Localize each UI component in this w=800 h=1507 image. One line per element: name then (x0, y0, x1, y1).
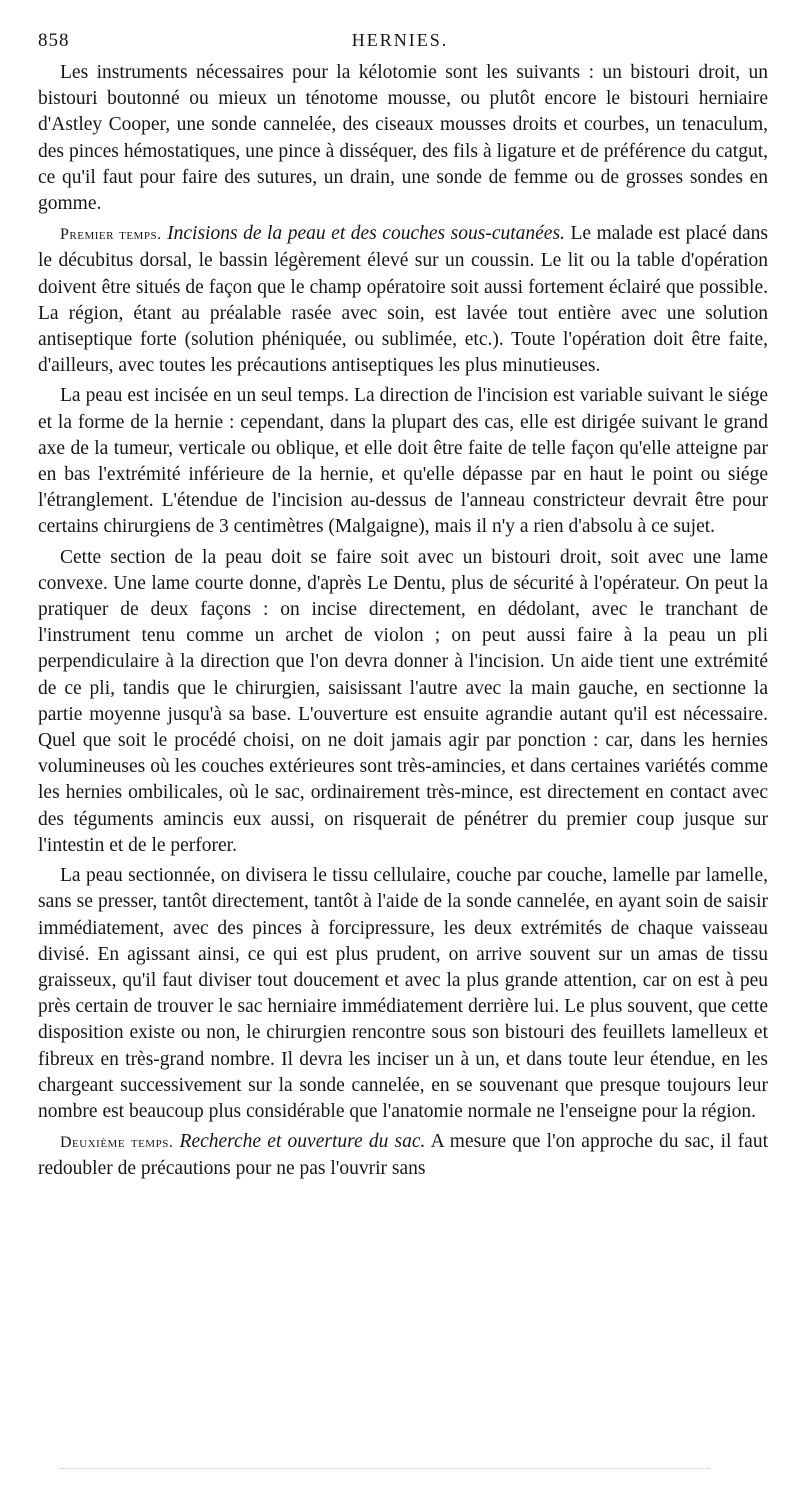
paragraph-text: Cette section de la peau doit se faire soit avec un bistouri droit, soit avec une lame convexe. Une lame courte donne, d'après Le Dentu, plus de sécurité à l'opérateur. On peut la pratiquer de deux façons : on incise directement, en dédolant, avec le tranchant de l'instrument tenu comme un archet de violon ; on peut aussi faire à la peau un pli perpendiculaire à la direction que l'on devra donner à l'incision. Un aide tient une extrémité de ce pli, tandis que le chirurgien, saisissant l'autre avec la main gauche, en sectionne la partie moyenne jusqu'à sa base. L'ouverture est ensuite agrandie autant qu'il est nécessaire. Quel que soit le procédé choisi, on ne doit jamais agir par ponction : car, dans les hernies volumineuses où les couches extérieures sont très-amincies, et dans certaines variétés comme les hernies ombilicales, où le sac, ordinairement très-mince, est directement en contact avec des téguments amincis eux aussi, on risquerait de pénétrer du premier coup jusque sur l'intestin et de le perforer. (38, 546, 768, 856)
section-label: Premier temps. (60, 226, 162, 244)
paragraph-text: La peau sectionnée, on divisera le tissu cellulaire, couche par couche, lamelle par lamelle, sans se presser, tantôt directement, tantôt à l'aide de la sonde cannelée, en ayant soin de saisir immédiatement, avec des pinces à forcipressure, les deux extrémités de chaque vaisseau divisé. En agissant ainsi, ce qui est plus prudent, on arrive souvent sur un amas de tissu graisseux, qu'il faut diviser tout doucement et avec la plus grande attention, car on est à peu près certain de trouver le sac herniaire immédiatement derrière lui. Le plus souvent, que cette disposition existe ou non, le chirurgien rencontre sous son bistouri des feuillets lamelleux et fibreux en très-grand nombre. Il devra les inciser un à un, et dans toute leur étendue, en les chargeant successivement sur la sonde cannelée, en se souvenant que presque toujours leur nombre est beaucoup plus considérable que l'anatomie normale ne l'enseigne pour la région. (38, 865, 768, 1122)
paragraph-premier-temps (38, 221, 768, 379)
paragraph-text: Le malade est placé dans le décubitus dorsal, le bassin légèrement élevé sur un coussin. Le lit ou la table d'opération doivent être situés de façon que le champ opératoire soit aussi fortement éclairé que possible. La région, étant au préalable rasée avec soin, est lavée tout entière avec une solution antiseptique forte (solution phéniquée, ou sublimée, etc.). Toute l'opération doit être faite, d'ailleurs, avec toutes les précautions antiseptiques les plus minutieuses. (38, 223, 769, 377)
section-heading: Incisions de la peau et des couches sous-cutanées. (167, 223, 565, 245)
paragraph-incision-peau (38, 383, 768, 540)
running-title: HERNIES. (351, 30, 449, 50)
paragraph-text: A mesure que l'on approche du sac, il faut redoubler de précautions pour ne pas l'ouvrir sans (38, 1131, 768, 1180)
paragraph-text: Les instruments nécessaires pour la kélotomie sont les suivants : un bistouri droit, un bistouri boutonné ou mieux un ténotome mousse, ou plutôt encore le bistouri herniaire d'Astley Cooper, une sonde cannelée, des ciseaux mousses droits et courbes, un tenaculum, des pinces hémostatiques, une pince à disséquer, des fils à ligature et de préférence du catgut, ce qu'il faut pour faire des sutures, un drain, une sonde de femme ou de grosses sondes en gomme. (38, 62, 768, 215)
paragraph-deuxieme-temps (38, 1129, 768, 1182)
page-header (38, 30, 762, 54)
page-number: 858 (38, 30, 70, 51)
paragraph-section-peau (38, 545, 768, 859)
footer-scan-artifact (60, 1468, 710, 1473)
paragraph-tissu-cellulaire (38, 863, 768, 1125)
body-text (38, 60, 768, 1187)
paragraph-instruments (38, 60, 768, 217)
section-label: Deuxième temps. (60, 1134, 174, 1152)
paragraph-text: La peau est incisée en un seul temps. La direction de l'incision est variable suivant le siége et la forme de la hernie : cependant, dans la plupart des cas, elle est dirigée suivant le grand axe de la tumeur, verticale ou oblique, et elle doit être faite de telle façon qu'elle atteigne par en bas l'extrémité inférieure de la hernie, et qu'elle dépasse par en haut le point ou siége l'étranglement. L'étendue de l'incision au-dessus de l'anneau constricteur devrait être pour certains chirurgiens de 3 centimètres (Malgaigne), mais il n'y a rien d'absolu à ce sujet. (38, 385, 768, 538)
section-heading: Recherche et ouverture du sac. (179, 1131, 426, 1153)
